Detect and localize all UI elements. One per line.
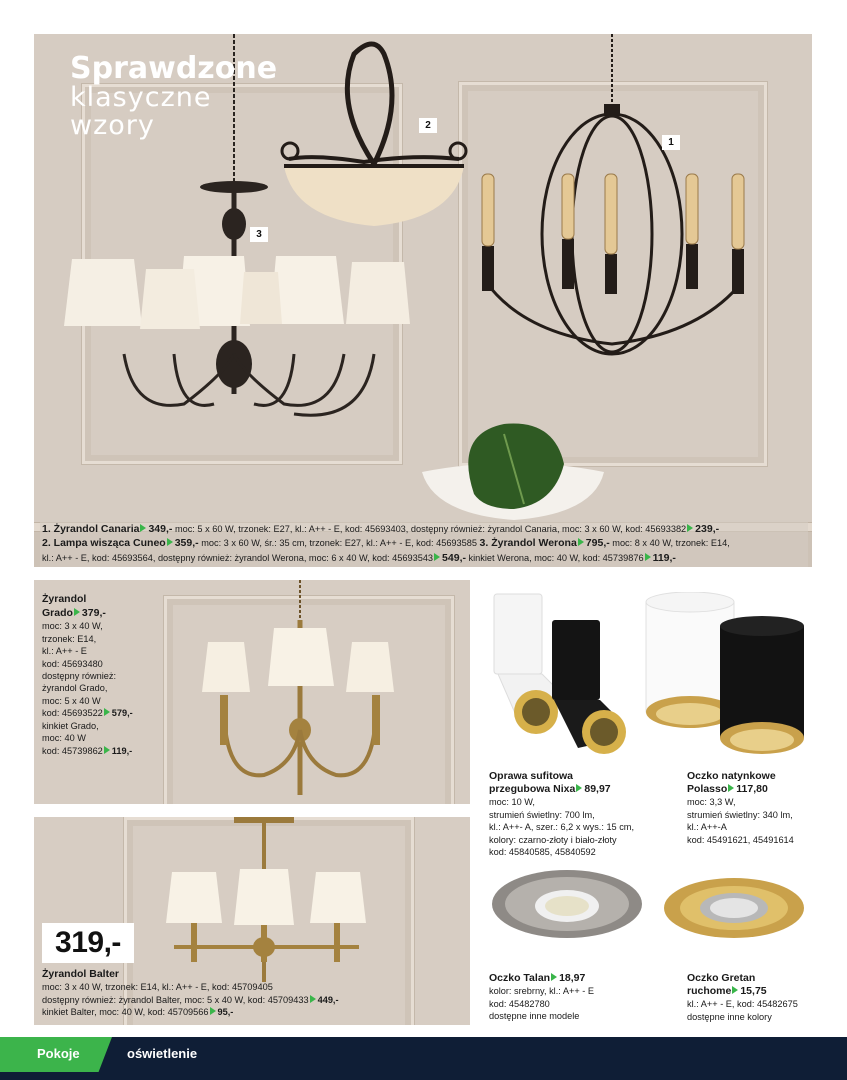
- pendant-cuneo-image: [274, 34, 484, 234]
- werona-kinkiet: kinkiet Werona, moc: 40 W, kod: 45739876: [468, 552, 644, 563]
- nixa-price: 89,97: [584, 783, 611, 796]
- werona-price: 795,-: [585, 537, 610, 550]
- badge-1: 1: [662, 135, 680, 150]
- polasso-line: moc: 3,3 W,: [687, 797, 736, 808]
- arrow-icon: [687, 524, 693, 532]
- werona-name: 3. Żyrandol Werona: [479, 537, 577, 550]
- gretan-name-row: [687, 985, 837, 998]
- polasso-product-info: [687, 770, 837, 846]
- chandelier-grado-image: [194, 580, 414, 804]
- canaria-details: moc: 5 x 60 W, trzonek: E27, kl.: A++ - E, kod: 45693403, dostępny również: żyrandol Canaria, moc: 3 x 60 W, kod: 45693382: [174, 524, 687, 534]
- talan-name: Oczko Talan: [489, 972, 551, 984]
- grado-line: kod: 45693480: [42, 658, 103, 669]
- balter-price3: 95,-: [217, 1007, 234, 1018]
- nixa-line: strumień świetlny: 700 lm,: [489, 809, 595, 820]
- nixa-line: moc: 10 W,: [489, 797, 535, 808]
- hero-title-line2: klasyczne: [70, 82, 212, 113]
- balter-photo-panel: [34, 817, 470, 1025]
- polasso-line: kl.: A++-A: [687, 822, 727, 833]
- gretan-name-line1: Oczko Gretan: [687, 972, 756, 984]
- nixa-line: kl.: A++- A, szer.: 6,2 x wys.: 15 cm,: [489, 822, 635, 833]
- cuneo-details: moc: 3 x 60 W, śr.: 35 cm, trzonek: E27, kl.: A++ - E, kod: 45693585: [201, 538, 477, 549]
- arrow-icon: [167, 538, 173, 546]
- polasso-line: kod: 45491621, 45491614: [687, 834, 794, 845]
- grado-price2: 579,-: [111, 708, 133, 719]
- hero-desc-line1: [42, 522, 806, 536]
- gretan-name-line2: ruchome: [687, 985, 732, 998]
- werona-kinkiet-price: 119,-: [652, 551, 676, 564]
- hero-desc-line2: [42, 536, 806, 550]
- gretan-line: kl.: A++ - E, kod: 45482675: [687, 999, 798, 1010]
- gretan-product-info: [687, 972, 837, 1023]
- grado-line: trzonek: E14,: [42, 633, 97, 644]
- gretan-line: dostępne inne kolory: [687, 1011, 772, 1022]
- grado-line: żyrandol Grado,: [42, 683, 108, 694]
- nixa-product-info: [489, 770, 669, 858]
- hero-description: [40, 520, 808, 567]
- balter-line1: moc: 3 x 40 W, trzonek: E14, kl.: A++ - E, kod: 45709405: [42, 982, 273, 993]
- grado-line: dostępny również:: [42, 671, 117, 682]
- arrow-icon: [728, 784, 734, 792]
- talan-product-info: [489, 972, 669, 1022]
- cuneo-name: 2. Lampa wisząca Cuneo: [42, 537, 166, 550]
- hero-title-line3: wzory: [70, 110, 155, 142]
- canaria-name: 1. Żyrandol Canaria: [42, 523, 140, 535]
- balter-name: Żyrandol Balter: [42, 968, 120, 980]
- werona-details: moc: 8 x 40 W, trzonek: E14,: [612, 538, 730, 549]
- balter-line2-row: [42, 994, 464, 1006]
- canaria-price2: 239,-: [695, 523, 720, 535]
- page-footer: [0, 1037, 847, 1080]
- chandelier-canaria-image: [464, 34, 764, 374]
- canaria-price: 349,-: [148, 523, 173, 535]
- grado-kod2: kod: 45693522: [42, 708, 103, 719]
- nixa-name-line1: Oprawa sufitowa: [489, 770, 574, 782]
- grado-photo-panel: [34, 580, 470, 804]
- nixa-line: kolory: czarno-złoty i biało-złoty: [489, 834, 617, 845]
- grado-description: [42, 592, 172, 757]
- arrow-icon: [578, 538, 584, 546]
- nixa-line: kod: 45840585, 45840592: [489, 846, 596, 857]
- talan-line: dostępne inne modele: [489, 1010, 580, 1021]
- arrow-icon: [576, 784, 582, 792]
- balter-line3: kinkiet Balter, moc: 40 W, kod: 45709566: [42, 1007, 209, 1018]
- nixa-name-row: [489, 783, 669, 796]
- footer-section-label: Pokoje: [37, 1046, 80, 1061]
- gretan-product-image: [662, 874, 807, 944]
- grado-line: kinkiet Grado,: [42, 720, 99, 731]
- talan-line: kod: 45482780: [489, 998, 550, 1009]
- grado-kod2-row: [42, 707, 172, 719]
- grado-line: moc: 40 W: [42, 733, 86, 744]
- polasso-price: 117,80: [736, 783, 768, 796]
- cuneo-price: 359,-: [174, 537, 199, 550]
- polasso-name-row: [687, 783, 837, 796]
- footer-category-label: oświetlenie: [127, 1046, 198, 1061]
- arrow-icon: [104, 708, 110, 716]
- grado-line: moc: 5 x 40 W: [42, 695, 101, 706]
- werona-price2: 549,-: [442, 551, 466, 564]
- decor-bowl-plant-image: [414, 414, 614, 524]
- balter-line3-row: [42, 1006, 464, 1018]
- arrow-icon: [140, 524, 146, 532]
- grado-kod3-row: [42, 745, 172, 757]
- grado-name-line1: Żyrandol: [42, 593, 87, 605]
- arrow-icon: [310, 995, 316, 1003]
- arrow-icon: [434, 553, 440, 561]
- talan-product-image: [490, 868, 645, 943]
- polasso-name-line1: Oczko natynkowe: [687, 770, 776, 782]
- polasso-name-line2: Polasso: [687, 783, 728, 796]
- arrow-icon: [551, 973, 557, 981]
- grado-price3: 119,-: [111, 745, 133, 756]
- grado-kod3: kod: 45739862: [42, 745, 103, 756]
- talan-line: kolor: srebrny, kl.: A++ - E: [489, 986, 595, 997]
- arrow-icon: [74, 608, 80, 616]
- balter-description: [42, 967, 464, 1018]
- grado-name-row: [42, 606, 172, 620]
- hero-photo-panel: [34, 34, 812, 567]
- hero-title-bold: Sprawdzone: [70, 51, 278, 86]
- arrow-icon: [732, 986, 738, 994]
- hero-desc-line3: [42, 551, 806, 565]
- nixa-product-image: [488, 590, 638, 760]
- grado-price: 379,-: [81, 607, 106, 620]
- gretan-price: 15,75: [740, 985, 767, 998]
- talan-price: 18,97: [559, 972, 586, 984]
- arrow-icon: [104, 746, 110, 754]
- grado-line: moc: 3 x 40 W,: [42, 621, 103, 632]
- polasso-line: strumień świetlny: 340 lm,: [687, 809, 793, 820]
- grado-name-line2: Grado: [42, 607, 73, 620]
- grado-line: kl.: A++ - E: [42, 646, 87, 657]
- balter-price2: 449,-: [317, 994, 339, 1005]
- hero-title: [70, 51, 278, 142]
- arrow-icon: [210, 1007, 216, 1015]
- werona-details2: kl.: A++ - E, kod: 45693564, dostępny również: żyrandol Werona, moc: 6 x 40 W, kod: 45693543: [42, 552, 434, 563]
- balter-line2: dostępny również: żyrandol Balter, moc: 5 x 40 W, kod: 45709433: [42, 994, 309, 1005]
- polasso-product-image: [640, 592, 810, 762]
- badge-3: 3: [250, 227, 268, 242]
- badge-2: 2: [419, 118, 437, 133]
- nixa-name-line2: przegubowa Nixa: [489, 783, 576, 796]
- balter-big-price: 319,-: [42, 923, 134, 963]
- talan-name-row: [489, 972, 669, 985]
- arrow-icon: [645, 553, 651, 561]
